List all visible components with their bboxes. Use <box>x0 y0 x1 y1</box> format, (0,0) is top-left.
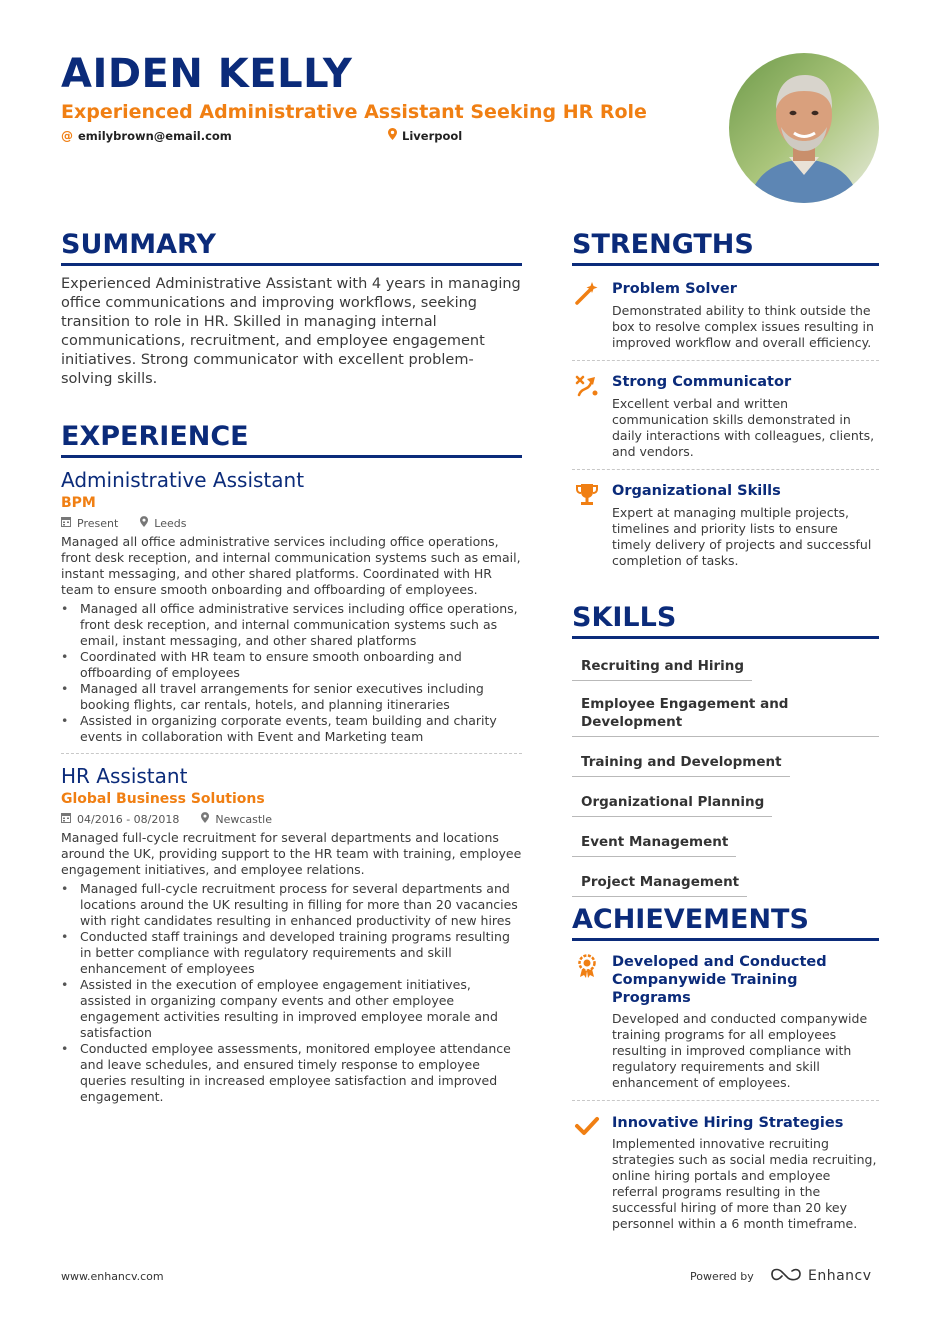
calendar-icon <box>61 516 71 532</box>
divider <box>572 1100 879 1101</box>
job-location: Newcastle <box>215 813 273 826</box>
enhancv-logo-icon <box>770 1266 804 1286</box>
achievements-section <box>572 904 879 1232</box>
skill-tag: Event Management <box>572 833 736 857</box>
summary-heading: SUMMARY <box>61 229 522 266</box>
job-description: Managed all office administrative services including office operations, front desk reception, and internal communication systems such as email, instant messaging, and other shared platforms. Coordinated with HR team to ensure smooth onboarding and offboarding of employees. <box>61 534 521 597</box>
achievement-item <box>572 1114 879 1232</box>
at-icon: @ <box>61 129 73 143</box>
bullet-item: • Assisted in organizing corporate events, team building and charity events in collaboration with Event and Marketing team <box>80 713 522 745</box>
job-entry <box>61 468 522 745</box>
skill-tag: Project Management <box>572 873 747 897</box>
checkmark-icon <box>574 1114 600 1140</box>
bullet-item: • Coordinated with HR team to ensure smooth onboarding and offboarding of employees <box>80 649 522 681</box>
location-pin-icon <box>140 516 148 532</box>
strengths-section <box>572 229 879 569</box>
trophy-icon <box>574 482 600 508</box>
job-title: HR Assistant <box>61 764 188 788</box>
contact-location <box>388 128 462 144</box>
divider <box>572 360 879 361</box>
bullet-item: • Assisted in the execution of employee engagement initiatives, assisted in organizing company events and other employee engagement activities resulting in improved employee morale and satisfaction <box>80 977 522 1041</box>
divider <box>61 753 522 754</box>
strength-desc: Excellent verbal and written communication skills demonstrated in daily interactions with colleagues, clients, and vendors. <box>612 396 875 459</box>
calendar-icon <box>61 812 71 828</box>
achievement-title: Innovative Hiring Strategies <box>612 1115 844 1131</box>
bullet-item: • Managed full-cycle recruitment process for several departments and locations around the UK resulting in filling for more than 20 vacancies with right candidates resulting in enhanced productivity of new hires <box>80 881 522 929</box>
skills-heading: SKILLS <box>572 602 879 639</box>
job-bullets <box>61 881 522 1105</box>
skills-section <box>572 602 879 897</box>
strength-title: Organizational Skills <box>612 483 781 499</box>
footer-powered-by: Powered by <box>690 1270 754 1283</box>
strength-item <box>572 373 879 460</box>
candidate-tagline: Experienced Administrative Assistant Seeking HR Role <box>61 101 647 123</box>
job-title: Administrative Assistant <box>61 468 305 492</box>
skill-tag: Organizational Planning <box>572 793 772 817</box>
enhancv-wordmark: Enhancv <box>808 1268 872 1284</box>
bullet-item: • Managed all travel arrangements for senior executives including booking flights, car rentals, hotels, and planning itineraries <box>80 681 522 713</box>
bullet-item: • Conducted staff trainings and developed training programs resulting in better compliance with regulatory requirements and skill enhancement of employees <box>80 929 522 977</box>
job-company: Global Business Solutions <box>61 791 265 807</box>
enhancv-logo[interactable] <box>770 1266 872 1286</box>
strengths-heading: STRENGTHS <box>572 229 879 266</box>
summary-text: Experienced Administrative Assistant with 4 years in managing office communications and improving workflows, seeking transition to role in HR. Skilled in managing internal communications, recruitment, and employee engagement initiatives. Strong communicator with excellent problem-solving skills. <box>61 276 521 387</box>
magic-wand-icon <box>574 280 600 306</box>
strategy-icon <box>574 373 600 399</box>
achievements-heading: ACHIEVEMENTS <box>572 904 879 941</box>
summary-section <box>61 229 522 389</box>
strength-desc: Demonstrated ability to think outside the box to resolve complex issues resulting in improved workflow and overall efficiency. <box>612 303 874 350</box>
strength-title: Strong Communicator <box>612 374 792 390</box>
experience-heading: EXPERIENCE <box>61 421 522 458</box>
location-pin-icon <box>201 812 209 828</box>
candidate-name: AIDEN KELLY <box>61 51 353 97</box>
profile-photo <box>729 53 879 203</box>
achievement-item <box>572 953 879 1091</box>
strength-item <box>572 280 879 351</box>
achievement-title: Developed and Conducted Companywide Training Programs <box>612 954 827 1006</box>
footer-website[interactable]: www.enhancv.com <box>61 1270 164 1283</box>
divider <box>572 469 879 470</box>
job-bullets <box>61 601 522 745</box>
job-dates: Present <box>77 517 119 530</box>
skill-tag: Recruiting and Hiring <box>572 657 752 681</box>
bullet-item: • Managed all office administrative services including office operations, front desk reception, and internal communication systems such as email, instant messaging, and other shared platforms <box>80 601 522 649</box>
achievement-desc: Developed and conducted companywide training programs for all employees resulting in improved compliance with regulatory requirements and skill enhancement of employees. <box>612 1011 868 1090</box>
job-dates: 04/2016 - 08/2018 <box>77 813 180 826</box>
award-icon <box>574 953 600 979</box>
experience-section <box>61 421 522 1105</box>
job-location: Leeds <box>154 517 187 530</box>
skill-tag: Training and Development <box>572 753 790 777</box>
location-text: Liverpool <box>402 129 463 143</box>
contact-email[interactable] <box>61 128 232 144</box>
job-description: Managed full-cycle recruitment for several departments and locations around the UK, providing support to the HR team with training, employee engagement initiatives, and employee relations. <box>61 830 522 877</box>
skill-tag: Employee Engagement and Development <box>572 695 879 737</box>
bullet-item: • Conducted employee assessments, monitored employee attendance and leave schedules, and ensured timely response to employee queries resulting in increased employee satisfaction and improved engagement. <box>80 1041 522 1105</box>
job-entry <box>61 764 522 1105</box>
achievement-desc: Implemented innovative recruiting strategies such as social media recruiting, online hiring portals and employee referral programs resulting in the successful hiring of more than 20 key personnel within a 6 month timeframe. <box>612 1136 877 1231</box>
strength-title: Problem Solver <box>612 281 737 297</box>
strength-desc: Expert at managing multiple projects, timelines and priority lists to ensure timely delivery of projects and successful completion of tasks. <box>612 505 872 568</box>
email-text: emilybrown@email.com <box>78 129 232 143</box>
strength-item <box>572 482 879 569</box>
job-company: BPM <box>61 495 96 511</box>
location-pin-icon <box>388 128 397 144</box>
